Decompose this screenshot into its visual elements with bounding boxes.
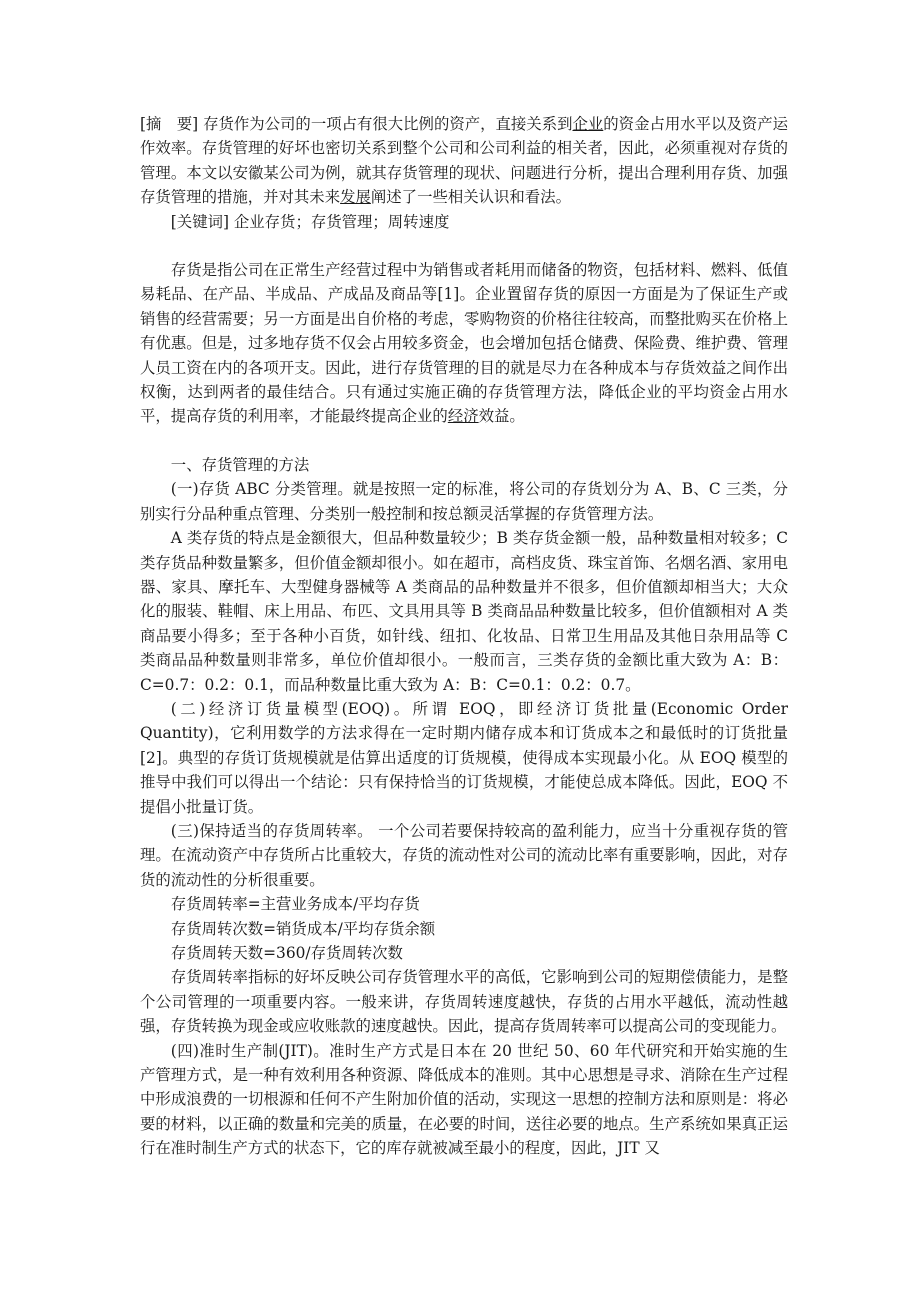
keywords-paragraph [140,210,788,234]
section-heading: 一、存货管理的方法 [170,455,310,474]
paragraph-jit: (四)准时生产制(JIT)。准时生产方式是日本在 20 世纪 50、60 年代研究和开始实施的生产管理方式，是一种有效利用各种资源、降低成本的准则。其中心思想是寻求、消除在生产过程中形成浪费的一切根源和任何不产生附加价值的活动，实现这一思想的控制方法和原则是：将必要的材料，以正确的数量和完美的质量，在必要的时间，送往必要的地点。生产系统如果真正运行在准时制生产方式的状态下，它的库存就被减至最小的程度，因此，JIT 又 [140,1041,788,1158]
spacer [140,234,788,258]
link-development[interactable]: 发展 [340,188,371,207]
paragraph-eoq: (二)经济订货量模型(EOQ)。所谓 EOQ，即经济订货批量(Economic Order Quantity)，它利用数学的方法求得在一定时期内储存成本和订货成本之和最低时的订货批量[2]。典型的存货订货规模就是估算出适度的订货规模，使得成本实现最小化。从 EOQ 模型的推导中我们可以得出一个结论：只有保持恰当的订货规模，才能使总成本降低。因此，EOQ 不提倡小批量订货。 [140,699,788,816]
document-body [140,112,788,1161]
intro-text-part1: 存货是指公司在正常生产经营过程中为销售或者耗用而储备的物资，包括材料、燃料、低值易耗品、在产品、半成品、产成品及商品等[1]。企业置留存货的原因一方面是为了保证生产或销售的经营需要；另一方面是出自价格的考虑，零购物资的价格往往较高，而整批购买在价格上有优惠。但是，过多地存货不仅会占用较多资金，也会增加包括仓储费、保险费、维护费、管理人员工资在内的各项开支。因此，进行存货管理的目的就是尽力在各种成本与存货效益之间作出权衡，达到两者的最佳结合。只有通过实施正确的存货管理方法，降低企业的平均资金占用水平，提高存货的利用率，才能最终提高企业的 [140,261,788,426]
keywords-text: 企业存货；存货管理；周转速度 [228,212,450,231]
formula-turnover-times: 存货周转次数=销货成本/平均存货余额 [170,919,436,938]
link-economy[interactable]: 经济 [447,407,479,426]
abstract-text-part1: 存货作为公司的一项占有很大比例的资产，直接关系到 [198,115,573,133]
intro-paragraph [140,258,788,429]
spacer [140,429,788,453]
paragraph-abc: (一)存货 ABC 分类管理。就是按照一定的标准，将公司的存货划分为 A、B、C 三类，分别实行分品种重点管理、分类别一般控制和按总额灵活掌握的存货管理方法。 [140,480,788,523]
abstract-text-part2: 的资金占用水平以及资产运作效率。存货管理的好坏也密切关系到整个公司和公司利益的相关者，因此，必须重视对存货的管理。本文以安徽某公司为例，就其存货管理的现状、问题进行分析，提出合理利用存货、加强存货管理的措施，并对其未来 [140,115,788,207]
formula-turnover-rate: 存货周转率=主营业务成本/平均存货 [170,895,420,914]
paragraph-turnover-analysis: 存货周转率指标的好坏反映公司存货管理水平的高低，它影响到公司的短期偿债能力，是整个公司管理的一项重要内容。一般来讲，存货周转速度越快，存货的占用水平越低，流动性越强，存货转换为现金或应收账款的速度越快。因此，提高存货周转率可以提高公司的变现能力。 [140,968,788,1036]
link-enterprise[interactable]: 企业 [572,115,604,133]
abstract-text-part3: 阐述了一些相关认识和看法。 [370,188,571,207]
intro-text-part2: 效益。 [478,407,525,426]
abstract-label: [摘 要] [140,115,199,133]
paragraph-abc-detail: A 类存货的特点是金额很大，但品种数量较少；B 类存货金额一般，品种数量相对较多；C 类存货品种数量繁多，但价值金额却很小。如在超市，高档皮货、珠宝首饰、名烟名酒、家用电器、家具、摩托车、大型健身器械等 A 类商品的品种数量并不很多，但价值额却相当大；大众化的服装、鞋帽、床上用品、布匹、文具用具等 B 类商品品种数量比较多，但价值额相对 A 类商品要小得多；至于各种小百货，如针线、纽扣、化妆品、日常卫生用品及其他日杂用品等 C 类商品品种数量则非常多，单位价值却很小。一般而言，三类存货的金额比重大致为 A：B：C=0.7：0.2：0.1，而品种数量比重大致为 A：B：C=0.1：0.2：0.7。 [140,529,788,694]
paragraph-turnover: (三)保持适当的存货周转率。 一个公司若要保持较高的盈利能力，应当十分重视存货的管理。在流动资产中存货所占比重较大，存货的流动性对公司的流动比率有重要影响，因此，对存货的流动性的分析很重要。 [140,821,788,889]
formula-turnover-days: 存货周转天数=360/存货周转次数 [170,944,403,962]
abstract-paragraph [140,112,788,210]
keywords-label: [关键词] [170,212,229,231]
